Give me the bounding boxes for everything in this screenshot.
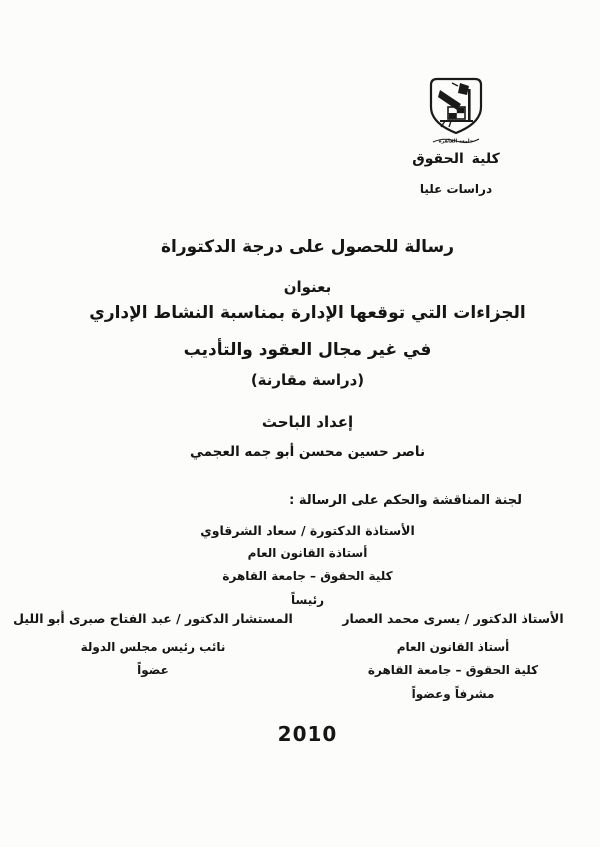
supervisor-affiliation: كلية الحقوق – جامعة القاهرة <box>367 663 539 677</box>
thesis-title-line2: في غير مجال العقود والتأديب <box>183 340 432 360</box>
faculty-name: كلية الحقوق <box>412 151 500 167</box>
supervisor-name: الأستاذ الدكتور / يسرى محمد العصار <box>342 611 564 626</box>
member-title: نائب رئيس مجلس الدولة <box>80 640 226 654</box>
prepared-by-label: إعداد الباحث <box>261 413 354 431</box>
graduate-studies-label: دراسات عليا <box>419 182 493 196</box>
cairo-university-emblem-icon <box>424 76 488 150</box>
member-name: المستشار الدكتور / عبد الفتاح صبرى أبو الليل <box>13 611 293 626</box>
member-role: عضواً <box>137 663 169 677</box>
chair-title: أستاذة القانون العام <box>247 546 368 560</box>
chair-affiliation: كلية الحقوق – جامعة القاهرة <box>222 569 393 583</box>
titled-label: بعنوان <box>283 278 332 296</box>
supervisor-title: أستاذ القانون العام <box>396 640 510 654</box>
degree-statement: رسالة للحصول على درجة الدكتوراة <box>161 237 454 257</box>
emblem-banner-text: جامعة القاهرة <box>438 138 474 145</box>
study-type: (دراسة مقارنة) <box>250 371 365 389</box>
thesis-title-line1: الجزاءات التي توقعها الإدارة بمناسبة النشاط الإداري <box>89 303 526 323</box>
committee-heading: لجنة المناقشة والحكم على الرسالة : <box>289 493 522 508</box>
publication-year: 2010 <box>277 722 338 746</box>
chair-name: الأستاذة الدكتورة / سعاد الشرقاوي <box>200 523 415 538</box>
chair-role: رئيساً <box>290 593 325 607</box>
supervisor-role: مشرفاً وعضواً <box>411 687 495 701</box>
researcher-name: ناصر حسين محسن أبو جمه العجمي <box>189 444 426 460</box>
